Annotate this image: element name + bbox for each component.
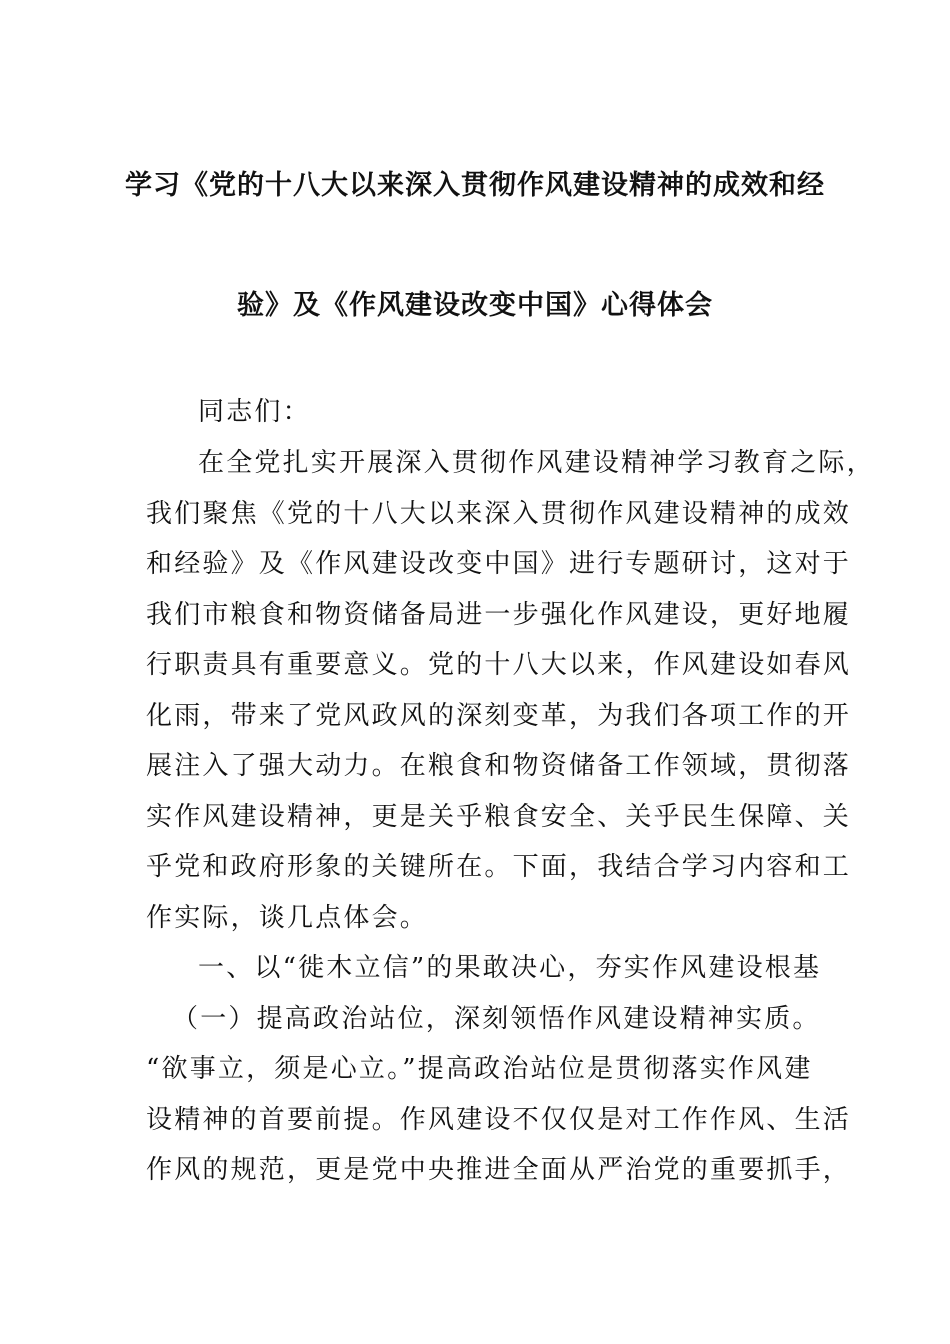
salutation: 同志们： <box>198 397 311 427</box>
paragraph-line: 化雨，带来了党风政风的深刻变革，为我们各项工作的开 <box>146 701 852 731</box>
paragraph-line: 作实际，谈几点体会。 <box>146 903 429 933</box>
document-title-line-2: 验》及《作风建设改变中国》心得体会 <box>237 290 713 321</box>
paragraph-line: 在全党扎实开展深入贯彻作风建设精神学习教育之际， <box>198 448 875 478</box>
paragraph-line: 实作风建设精神，更是关乎粮食安全、关乎民生保障、关 <box>146 802 852 832</box>
paragraph-line: 我们聚焦《党的十八大以来深入贯彻作风建设精神的成效 <box>146 499 852 529</box>
paragraph-line: 作风的规范，更是党中央推进全面从严治党的重要抓手， <box>146 1155 852 1185</box>
paragraph-line: 乎党和政府形象的关键所在。下面，我结合学习内容和工 <box>146 852 852 882</box>
paragraph-line: 和经验》及《作风建设改变中国》进行专题研讨，这对于 <box>146 549 852 579</box>
paragraph-line: 展注入了强大动力。在粮食和物资储备工作领域，贯彻落 <box>146 751 852 781</box>
paragraph-line: 行职责具有重要意义。党的十八大以来，作风建设如春风 <box>146 650 852 680</box>
paragraph-line: “欲事立，须是心立。”提高政治站位是贯彻落实作风建 <box>146 1054 813 1084</box>
paragraph-line: 设精神的首要前提。作风建设不仅仅是对工作作风、生活 <box>146 1105 852 1135</box>
document-title-line-1: 学习《党的十八大以来深入贯彻作风建设精神的成效和经 <box>125 170 825 201</box>
paragraph-line: 我们市粮食和物资储备局进一步强化作风建设，更好地履 <box>146 600 852 630</box>
subsection-heading: （一）提高政治站位，深刻领悟作风建设精神实质。 <box>172 1004 821 1034</box>
section-heading: 一、以“徙木立信”的果敢决心，夯实作风建设根基 <box>198 953 822 983</box>
